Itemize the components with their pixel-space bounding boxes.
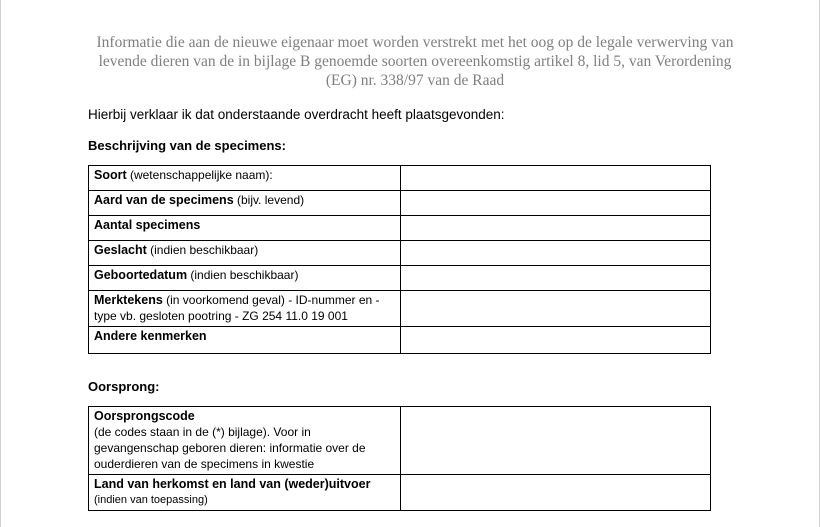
value-cell-soort[interactable] [401,166,711,191]
heading-line-2: levende dieren van de in bijlage B genoemde soorten overeenkomstig artikel 8, lid 5, van Verordening [98,53,732,70]
specimens-table [88,165,711,354]
table-row [89,327,711,354]
specimens-section-title: Beschrijving van de specimens: [88,138,286,153]
row-label-merktekens: Merktekens (in voorkomend geval) - ID-nummer en - type vb. gesloten pootring - ZG 254 11.0 19 001 [89,291,401,327]
heading-line-3: (EG) nr. 338/97 van de Raad [325,72,505,89]
document-heading [70,33,760,90]
declaration-text: Hierbij verklaar ik dat onderstaande overdracht heeft plaatsgevonden: [88,107,505,122]
row-label-andere-kenmerken: Andere kenmerken [89,327,401,354]
value-cell-andere-kenmerken[interactable] [401,327,711,354]
value-cell-aantal[interactable] [401,216,711,241]
table-row [89,407,711,475]
value-cell-oorsprongscode[interactable] [401,407,711,475]
value-cell-geboortedatum[interactable] [401,266,711,291]
row-label-oorsprongscode: Oorsprongscode (de codes staan in de (*) bijlage). Voor in gevangenschap geboren dieren: informatie over de ouderdieren van de specimens in kwestie [89,407,401,475]
value-cell-land-van-herkomst[interactable] [401,475,711,511]
table-row [89,291,711,327]
value-cell-aard[interactable] [401,191,711,216]
origin-table [88,406,711,511]
origin-section-title: Oorsprong: [88,379,160,394]
table-row [89,216,711,241]
table-row [89,475,711,511]
table-row [89,191,711,216]
row-label-aard: Aard van de specimens (bijv. levend) [89,191,401,216]
heading-line-1: Informatie die aan de nieuwe eigenaar moet worden verstrekt met het oog op de legale verwerving van [96,34,734,51]
table-row [89,266,711,291]
table-row [89,166,711,191]
row-label-soort: Soort (wetenschappelijke naam): [89,166,401,191]
row-label-geboortedatum: Geboortedatum (indien beschikbaar) [89,266,401,291]
row-label-geslacht: Geslacht (indien beschikbaar) [89,241,401,266]
value-cell-geslacht[interactable] [401,241,711,266]
row-label-land-van-herkomst: Land van herkomst en land van (weder)uitvoer (indien van toepassing) [89,475,401,511]
value-cell-merktekens[interactable] [401,291,711,327]
row-label-aantal: Aantal specimens [89,216,401,241]
table-row [89,241,711,266]
page-edge-left [0,0,1,527]
